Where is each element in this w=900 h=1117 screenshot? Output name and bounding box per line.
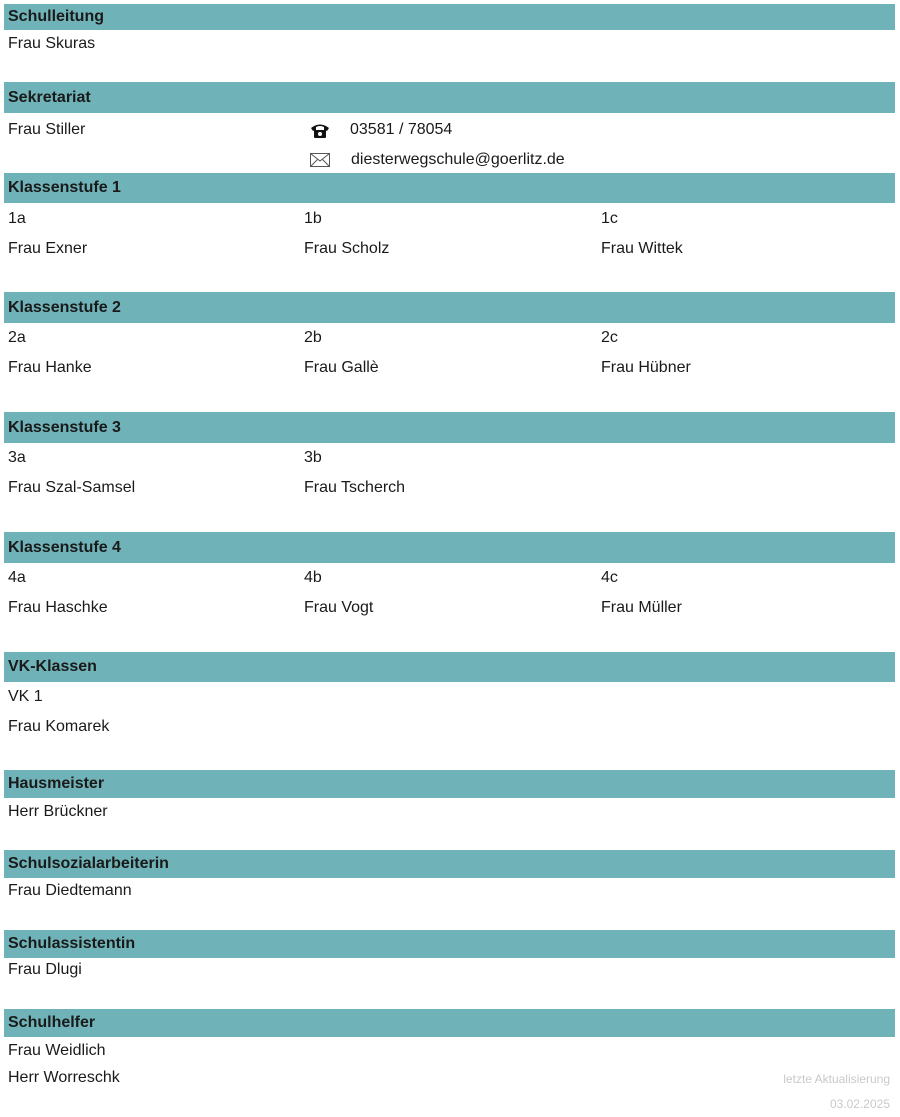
class-label: 2b (304, 329, 322, 346)
sekretariat-name: Frau Stiller (8, 121, 86, 138)
class-label: 3b (304, 449, 322, 466)
last-update-label: letzte Aktualisierung (783, 1072, 890, 1086)
schulassistentin-name: Frau Dlugi (8, 961, 82, 978)
schulsozialarbeiterin-name: Frau Diedtemann (8, 882, 132, 899)
section-header-vk-klassen: VK-Klassen (4, 652, 895, 682)
class-label: 4b (304, 569, 322, 586)
section-header-schulassistentin: Schulassistentin (4, 930, 895, 958)
teacher-name: Frau Hübner (601, 359, 691, 376)
teacher-name: Frau Tscherch (304, 479, 406, 496)
teacher-name: Frau Vogt (304, 599, 374, 616)
schulhelfer-name: Frau Weidlich (8, 1042, 106, 1059)
class-label: VK 1 (8, 688, 43, 705)
section-header-klassenstufe-1: Klassenstufe 1 (4, 173, 895, 203)
teacher-name: Frau Müller (601, 599, 682, 616)
section-header-schulhelfer: Schulhelfer (4, 1009, 895, 1037)
envelope-icon (309, 151, 331, 169)
class-label: 1c (601, 210, 618, 227)
last-update-date: 03.02.2025 (829, 1097, 890, 1111)
section-header-klassenstufe-2: Klassenstufe 2 (4, 292, 895, 323)
schulleitung-name: Frau Skuras (8, 35, 96, 52)
email-link[interactable]: diesterwegschule@goerlitz.de (351, 151, 565, 168)
phone-number-link[interactable]: 03581 / 78054 (350, 121, 453, 138)
section-header-schulleitung: Schulleitung (4, 4, 895, 30)
teacher-name: Frau Haschke (8, 599, 108, 616)
class-label: 1b (304, 210, 322, 227)
hausmeister-name: Herr Brückner (8, 803, 108, 820)
section-header-hausmeister: Hausmeister (4, 770, 895, 798)
class-label: 4a (8, 569, 26, 586)
teacher-name: Frau Komarek (8, 718, 110, 735)
section-header-klassenstufe-4: Klassenstufe 4 (4, 532, 895, 563)
teacher-name: Frau Scholz (304, 240, 390, 257)
teacher-name: Frau Hanke (8, 359, 92, 376)
class-label: 3a (8, 449, 26, 466)
section-header-schulsozialarbeiterin: Schulsozialarbeiterin (4, 850, 895, 878)
class-label: 1a (8, 210, 26, 227)
class-label: 2c (601, 329, 618, 346)
class-label: 4c (601, 569, 618, 586)
teacher-name: Frau Gallè (304, 359, 379, 376)
teacher-name: Frau Wittek (601, 240, 683, 257)
section-header-klassenstufe-3: Klassenstufe 3 (4, 412, 895, 443)
teacher-name: Frau Exner (8, 240, 88, 257)
schulhelfer-name: Herr Worreschk (8, 1069, 120, 1086)
class-label: 2a (8, 329, 26, 346)
section-header-sekretariat: Sekretariat (4, 82, 895, 113)
telephone-icon (309, 121, 331, 139)
teacher-name: Frau Szal-Samsel (8, 479, 136, 496)
